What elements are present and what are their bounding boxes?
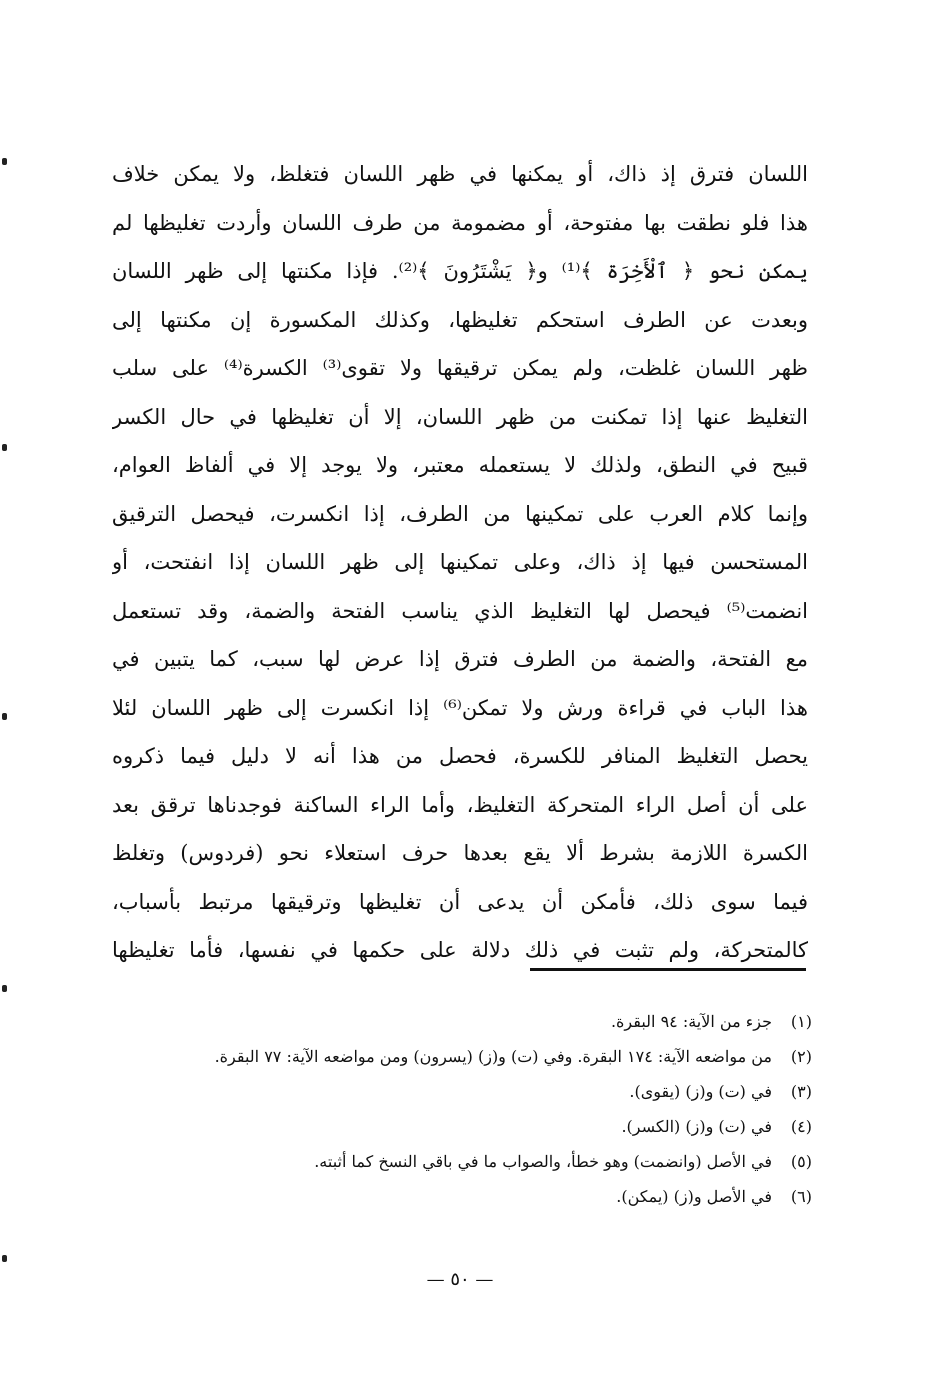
- text-line: التغليظ عنها إذا تمكنت من ظهر اللسان، إلا أن تغليظها في حال الكسر: [112, 404, 808, 429]
- text-line: يحصل التغليظ المنافر للكسرة، فحصل من هذا أنه لا دليل فيما ذكروه: [112, 744, 808, 768]
- text-line: الكسرة اللازمة بشرط ألا يقع بعدها حرف استعلاء نحو (فردوس) وتغلظ: [112, 841, 808, 865]
- footnote-text: في الأصل و(ز) (يمكن).: [616, 1187, 772, 1206]
- text-line: اللسان فترق إذ ذاك، أو يمكنها في ظهر اللسان فتغلظ، ولا يمكن خلاف: [112, 162, 808, 186]
- text-line: وإنما كلام العرب على تمكينها من الطرف، إذا انكسرت، فيحصل الترقيق: [112, 501, 808, 526]
- main-text: [112, 150, 808, 975]
- footnotes: [112, 1006, 812, 1216]
- text-line: قبيح في النطق، ولذلك لا يستعمله معتبر، ولا يوجد إلا في ألفاظ العوام،: [112, 453, 808, 477]
- text-line: المستحسن فيها إذ ذاك، وعلى تمكينها إلى ظهر اللسان إذا انفتحت، أو: [112, 550, 808, 574]
- footnote-text: في (ت) و(ز) (الكسر).: [621, 1117, 772, 1136]
- text-line: يمكن نحو ﴿ ٱلْأَخِرَة ﴾⁽¹⁾ و﴿ يَشْتَرُونَ ﴾⁽²⁾. فإذا مكنتها إلى ظهر اللسان: [112, 259, 808, 283]
- footnote: [112, 1041, 812, 1073]
- page-number: — ٥٠ —: [426, 1269, 494, 1290]
- text-line: هذا فلو نطقت بها مفتوحة، أو مضمومة من طرف اللسان وأردت تغليظها لم: [112, 210, 808, 235]
- footnote-number: (٥): [790, 1152, 812, 1171]
- footnote: [112, 1181, 812, 1213]
- footnote: [112, 1146, 812, 1178]
- footnote: [112, 1076, 812, 1108]
- text-line: على أن أصل الراء المتحركة التغليظ، وأما الراء الساكنة فوجدناها ترقق بعد: [112, 792, 808, 817]
- text-line: كالمتحركة، ولم تثبت في ذلك دلالة على حكمها في نفسها، فأما تغليظها: [112, 938, 808, 962]
- scan-margin-mark: [2, 985, 7, 992]
- text-line: مع الفتحة، والضمة من الطرف فترق إذا عرض لها سبب، كما يتبين في: [112, 647, 808, 671]
- scan-margin-mark: [2, 713, 7, 720]
- scan-margin-mark: [2, 158, 7, 165]
- footnote-number: (٢): [790, 1047, 812, 1066]
- footnote-text: في الأصل (وانضمت) وهو خطأ، والصواب ما في باقي النسخ كما أثبته.: [314, 1152, 772, 1171]
- footnote-number: (٤): [790, 1117, 812, 1136]
- text-line: ظهر اللسان غلظت، ولم يمكن ترقيقها ولا تقوى⁽³⁾ الكسرة⁽⁴⁾ على سلب: [112, 356, 808, 380]
- text-line: هذا الباب في قراءة ورش ولا تمكن⁽⁶⁾ إذا انكسرت إلى ظهر اللسان لئلا: [112, 695, 808, 720]
- text-line: انضمت⁽⁵⁾ فيحصل لها التغليظ الذي يناسب الفتحة والضمة، وقد تستعمل: [112, 598, 808, 623]
- text-line: فيما سوى ذلك، فأمكن أن يدعى أن تغليظها وترقيقها مرتبط بأسباب،: [112, 889, 808, 914]
- scan-margin-mark: [2, 444, 7, 451]
- footnote-text: من مواضعه الآية: ١٧٤ البقرة. وفي (ت) و(ز) (يسرون) ومن مواضعه الآية: ٧٧ البقرة.: [214, 1047, 772, 1066]
- footnote-number: (١): [790, 1012, 812, 1031]
- scan-margin-mark: [2, 1255, 7, 1262]
- footnote-text: في (ت) و(ز) (يقوى).: [629, 1082, 772, 1101]
- footnote: [112, 1111, 812, 1143]
- text-line: وبعدت عن الطرف استحكم تغليظها، وكذلك المكسورة إن مكنتها إلى: [112, 307, 808, 332]
- footnote-number: (٦): [790, 1187, 812, 1206]
- footnote: [112, 1006, 812, 1038]
- footnote-text: جزء من الآية: ٩٤ البقرة.: [610, 1012, 772, 1031]
- footnote-number: (٣): [790, 1082, 812, 1101]
- footnote-separator: [530, 968, 806, 971]
